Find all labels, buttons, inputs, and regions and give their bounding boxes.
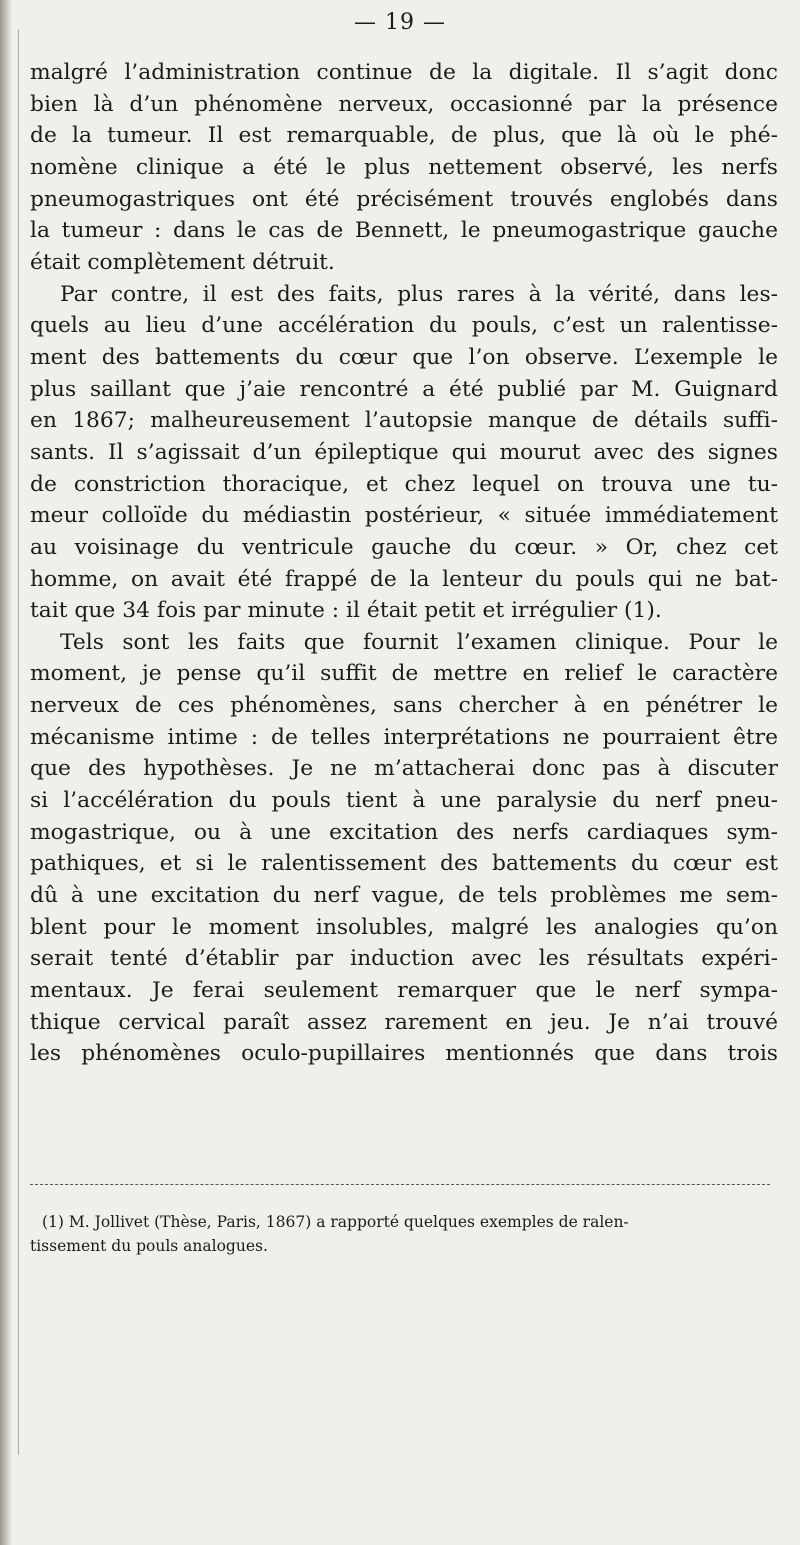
text-line: plus saillant que j’aie rencontré a été publié par M. Guignard (30, 376, 778, 402)
gutter-line (18, 30, 19, 1455)
text-line: pathiques, et si le ralentissement des battements du cœur est (30, 851, 778, 877)
text-line: était complètement détruit. (30, 249, 335, 275)
text-line: moment, je pense qu’il suffit de mettre en relief le caractère (30, 661, 778, 687)
text-line: mogastrique, ou à une excitation des nerfs cardiaques sym- (30, 819, 778, 845)
text-line: ment des battements du cœur que l’on observe. L’exemple le (30, 344, 778, 370)
text-line: blent pour le moment insolubles, malgré les analogies qu’on (30, 914, 778, 940)
text-line: Tels sont les faits que fournit l’examen clinique. Pour le (60, 629, 778, 655)
text-line: nerveux de ces phénomènes, sans chercher à en pénétrer le (30, 693, 778, 719)
text-line: pneumogastriques ont été précisément trouvés englobés dans (30, 186, 778, 212)
text-line: de la tumeur. Il est remarquable, de plus, que là où le phé- (30, 123, 778, 149)
footnote-line: tissement du pouls analogues. (30, 1237, 268, 1255)
footnote-line: (1) M. Jollivet (Thèse, Paris, 1867) a rapporté quelques exemples de ralen- (42, 1213, 629, 1231)
text-line: la tumeur : dans le cas de Bennett, le pneumogastrique gauche (30, 218, 778, 244)
text-line: Par contre, il est des faits, plus rares à la vérité, dans les- (60, 281, 778, 307)
text-line: de constriction thoracique, et chez lequel on trouva une tu- (30, 471, 778, 497)
text-line: dû à une excitation du nerf vague, de tels problèmes me sem- (30, 883, 778, 909)
text-line: si l’accélération du pouls tient à une paralysie du nerf pneu- (30, 788, 778, 814)
text-line: mentaux. Je ferai seulement remarquer que le nerf sympa- (30, 978, 778, 1004)
text-line: mécanisme intime : de telles interprétations ne pourraient être (30, 724, 778, 750)
text-line: sants. Il s’agissait d’un épileptique qui mourut avec des signes (30, 439, 778, 465)
binding-edge (0, 0, 12, 1545)
page-number: — 19 — (354, 10, 446, 35)
footnote (30, 1210, 770, 1258)
text-line: homme, on avait été frappé de la lenteur du pouls qui ne bat- (30, 566, 778, 592)
body-text (30, 57, 778, 1070)
text-line: tait que 34 fois par minute : il était petit et irrégulier (1). (30, 598, 662, 624)
text-line: en 1867; malheureusement l’autopsie manque de détails suffi- (30, 408, 778, 434)
text-line: serait tenté d’établir par induction avec les résultats expéri- (30, 946, 778, 972)
text-line: quels au lieu d’une accélération du pouls, c’est un ralentisse- (30, 313, 778, 339)
text-line: les phénomènes oculo-pupillaires mentionnés que dans trois (30, 1041, 778, 1067)
text-line: au voisinage du ventricule gauche du cœur. » Or, chez cet (30, 534, 778, 560)
text-line: nomène clinique a été le plus nettement observé, les nerfs (30, 154, 778, 180)
footnote-divider (30, 1184, 770, 1185)
text-line: thique cervical paraît assez rarement en jeu. Je n’ai trouvé (30, 1009, 778, 1035)
text-line: meur colloïde du médiastin postérieur, « située immédiatement (30, 503, 778, 529)
text-line: que des hypothèses. Je ne m’attacherai donc pas à discuter (30, 756, 778, 782)
text-line: malgré l’administration continue de la digitale. Il s’agit donc (30, 60, 778, 85)
text-line: bien là d’un phénomène nerveux, occasionné par la présence (30, 91, 778, 117)
